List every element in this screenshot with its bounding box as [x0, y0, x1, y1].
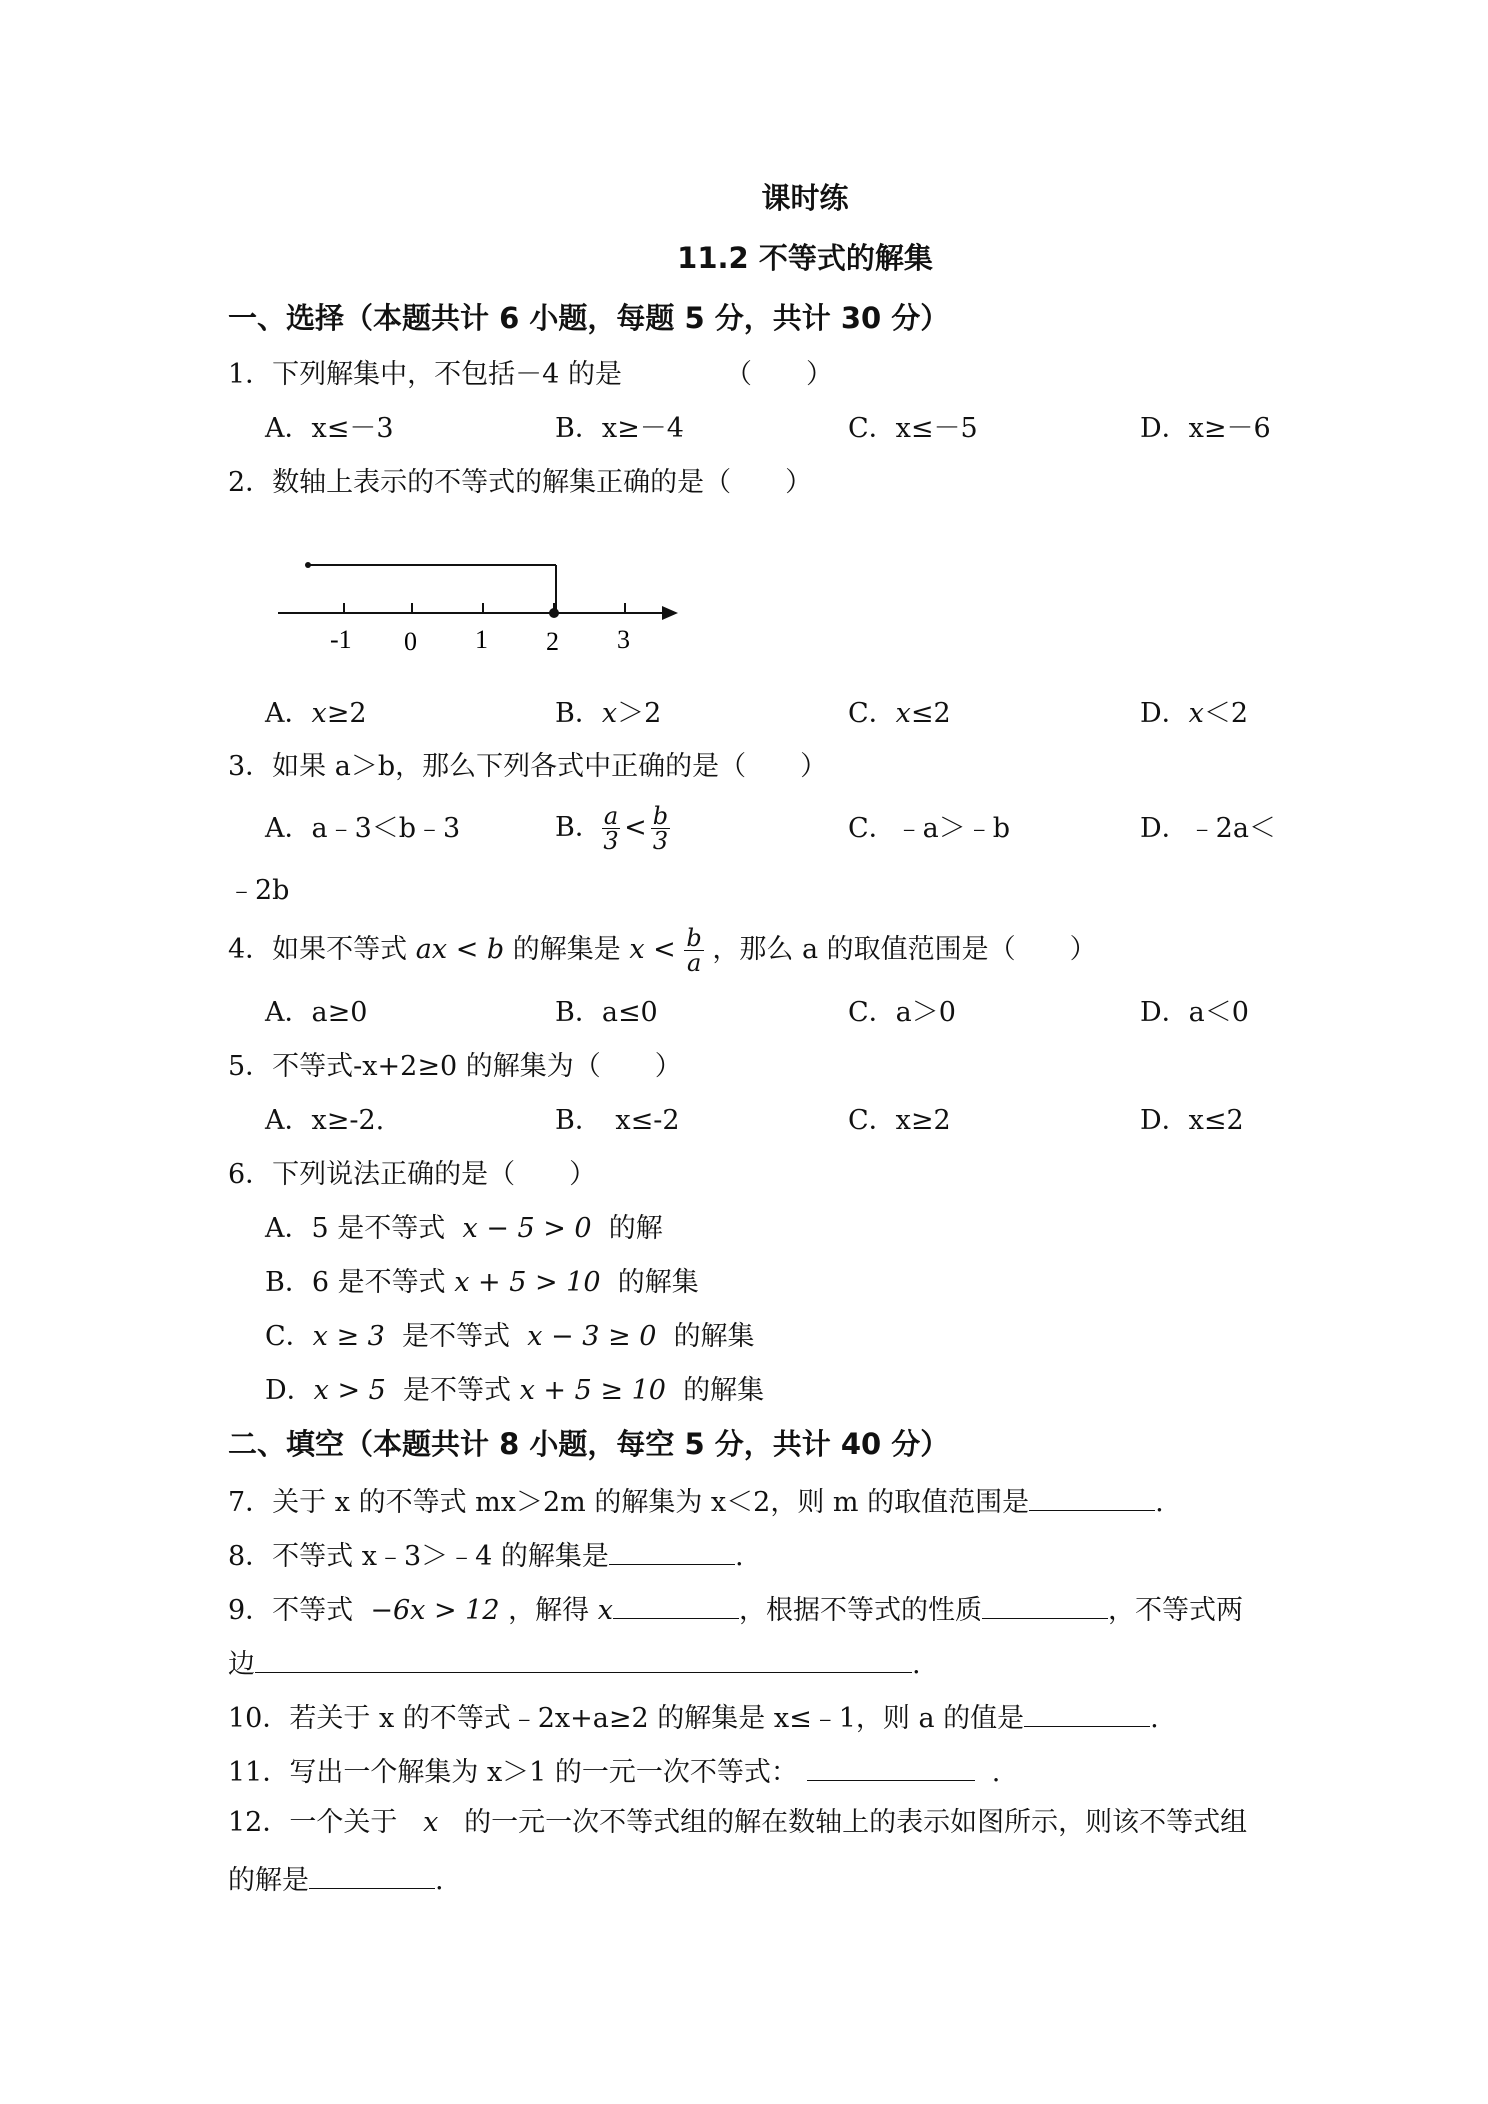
question-12: 12．一个关于 x 的一元一次不等式组的解在数轴上的表示如图所示，则该不等式组: [228, 1807, 1248, 1838]
axis-label-neg1: -1: [330, 625, 352, 654]
q2-option-c: C．x≤2: [848, 698, 951, 729]
answer-blank[interactable]: [1024, 1698, 1150, 1727]
question-1-paren: （ ）: [725, 359, 833, 390]
question-12-line-2: 的解是 .: [228, 1860, 444, 1898]
q4-option-d: D．a＜0: [1140, 997, 1249, 1028]
q5-option-d: D．x≤2: [1140, 1105, 1244, 1136]
q6-option-a: A．5 是不等式 x − 5 > 0 的解: [265, 1213, 663, 1244]
q3-option-d-continued: ﹣2b: [228, 875, 290, 906]
page-subtitle: 11.2 不等式的解集: [677, 241, 933, 275]
axis-arrow-icon: [662, 606, 678, 620]
axis-label-0: 0: [404, 627, 417, 656]
q6-option-b: B．6 是不等式 x + 5 > 10 的解集: [265, 1267, 699, 1298]
section-heading-fill: 二、填空（本题共计 8 小题，每空 5 分，共计 40 分）: [228, 1427, 950, 1461]
question-9-line-2: 边 .: [228, 1644, 921, 1682]
q4-option-a: A．a≥0: [265, 997, 368, 1028]
question-5-stem: 5．不等式-x+2≥0 的解集为（ ）: [228, 1051, 682, 1082]
q4-option-c: C．a＞0: [848, 997, 956, 1028]
q3-option-b: B． $\frac{a}{3}$ < $\frac{b}{3}$: [555, 802, 669, 855]
q3-option-c: C．﹣a＞﹣b: [848, 813, 1011, 844]
question-8: 8．不等式 x﹣3＞﹣4 的解集是 .: [228, 1536, 744, 1574]
answer-blank[interactable]: [609, 1536, 735, 1565]
fraction-b-over-3: $\frac{b}{3}$: [652, 802, 669, 855]
answer-blank[interactable]: [982, 1590, 1108, 1619]
q3-option-a: A．a﹣3＜b﹣3: [265, 813, 461, 844]
q4-option-b: B．a≤0: [555, 997, 658, 1028]
q5-option-a: A．x≥-2.: [265, 1105, 385, 1136]
question-3-stem: 3．如果 a＞b，那么下列各式中正确的是（ ）: [228, 751, 828, 782]
answer-blank[interactable]: [1029, 1482, 1155, 1511]
answer-blank[interactable]: [613, 1590, 739, 1619]
question-9: 9．不等式 −6x > 12 ，解得 x ，根据不等式的性质 ，不等式两: [228, 1590, 1243, 1628]
fraction-a-over-3: $\frac{a}{3}$: [603, 802, 619, 855]
q1-option-d: D．x≥－6: [1140, 413, 1271, 444]
axis-label-2: 2: [546, 627, 559, 656]
answer-blank[interactable]: [807, 1752, 975, 1781]
number-line-figure: [270, 545, 690, 665]
axis-label-1: 1: [475, 625, 488, 654]
q3-option-d: D．﹣2a＜: [1140, 813, 1276, 844]
question-7: 7．关于 x 的不等式 mx＞2m 的解集为 x＜2，则 m 的取值范围是 .: [228, 1482, 1164, 1520]
answer-blank[interactable]: [309, 1860, 435, 1889]
q1-option-b: B．x≥－4: [555, 413, 684, 444]
question-10: 10．若关于 x 的不等式﹣2x+a≥2 的解集是 x≤﹣1，则 a 的值是 .: [228, 1698, 1159, 1736]
q5-option-b: B． x≤-2: [555, 1105, 680, 1136]
question-11: 11．写出一个解集为 x＞1 的一元一次不等式： .: [228, 1752, 1000, 1790]
question-1-stem: 1．下列解集中，不包括－4 的是: [228, 359, 622, 390]
q6-option-d: D．x > 5 是不等式 x + 5 ≥ 10 的解集: [265, 1375, 765, 1406]
fraction-b-over-a: $\frac{b}{a}$: [686, 924, 702, 977]
solution-start-dot: [305, 562, 311, 568]
page-title: 课时练: [761, 181, 849, 215]
q1-option-a: A．x≤－3: [265, 413, 394, 444]
q1-option-c: C．x≤－5: [848, 413, 978, 444]
axis-label-3: 3: [617, 625, 630, 654]
q2-option-b: B．x＞2: [555, 698, 662, 729]
q5-option-c: C．x≥2: [848, 1105, 951, 1136]
question-2-stem: 2．数轴上表示的不等式的解集正确的是（ ）: [228, 467, 813, 498]
solid-endpoint-dot: [549, 608, 559, 618]
answer-blank[interactable]: [255, 1644, 912, 1673]
question-6-stem: 6．下列说法正确的是（ ）: [228, 1159, 597, 1190]
section-heading-choice: 一、选择（本题共计 6 小题，每题 5 分，共计 30 分）: [228, 301, 950, 335]
inequality-ax-lt-b: ax < b: [415, 934, 505, 965]
q6-option-c: C．x ≥ 3 是不等式 x − 3 ≥ 0 的解集: [265, 1321, 755, 1352]
question-4-stem: 4．如果不等式 ax < b 的解集是 x < $\frac{b}{a}$ ，那么 a 的取值范围是（ ）: [228, 924, 1097, 977]
q2-option-d: D．x＜2: [1140, 698, 1249, 729]
q2-option-a: A．x≥2: [265, 698, 367, 729]
